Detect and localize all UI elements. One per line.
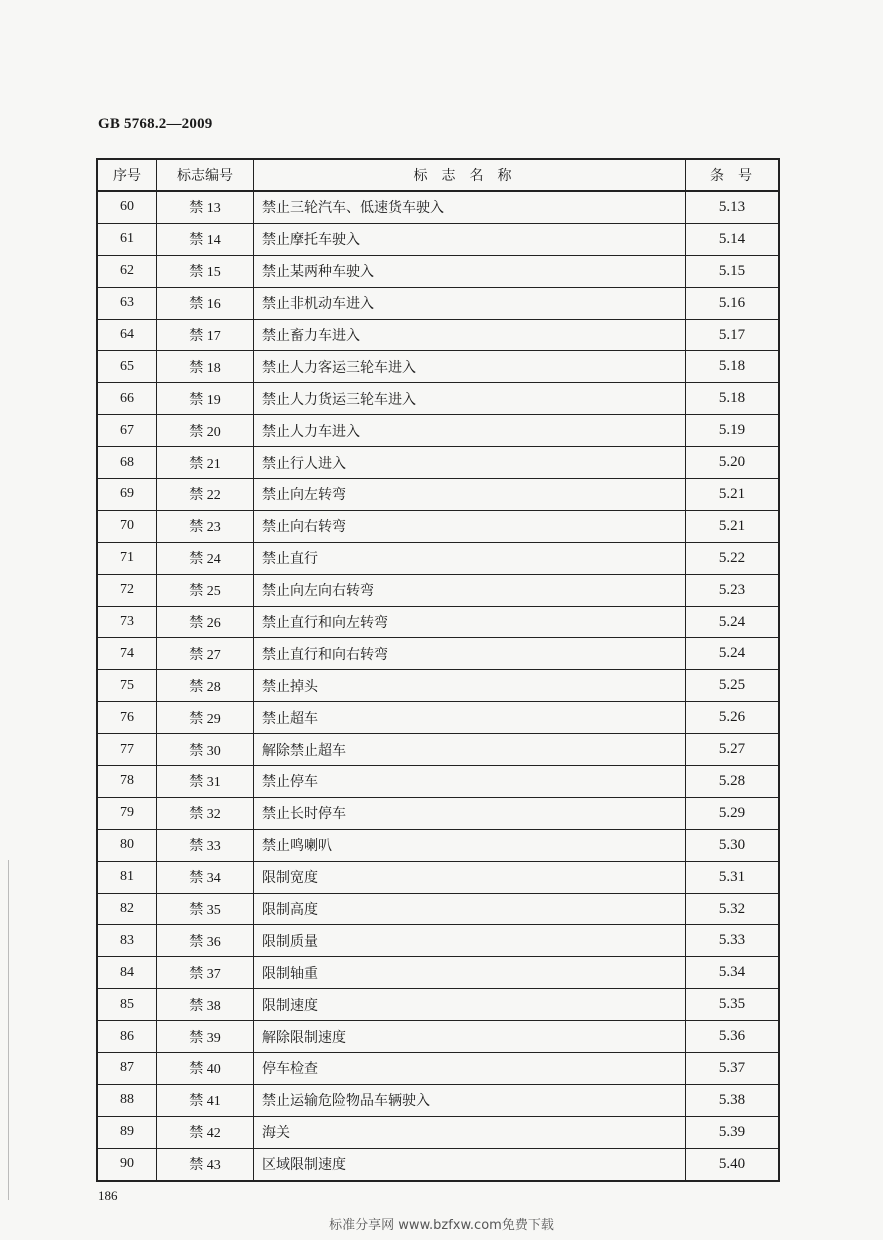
cell-name: 解除限制速度 xyxy=(254,1021,686,1053)
table-row xyxy=(97,957,779,989)
cell-name: 禁止长时停车 xyxy=(254,797,686,829)
table-row xyxy=(97,287,779,319)
cell-name: 禁止鸣喇叭 xyxy=(254,829,686,861)
cell-name: 禁止向左转弯 xyxy=(254,479,686,511)
cell-clause: 5.19 xyxy=(686,415,780,447)
cell-code: 禁 28 xyxy=(157,670,254,702)
cell-seq: 83 xyxy=(97,925,157,957)
cell-name: 禁止掉头 xyxy=(254,670,686,702)
page-number: 186 xyxy=(98,1188,118,1203)
cell-clause: 5.16 xyxy=(686,287,780,319)
cell-name: 禁止人力车进入 xyxy=(254,415,686,447)
table-header-row xyxy=(97,159,779,191)
cell-seq: 63 xyxy=(97,287,157,319)
table-row xyxy=(97,1053,779,1085)
cell-clause: 5.24 xyxy=(686,606,780,638)
cell-seq: 76 xyxy=(97,702,157,734)
cell-name: 限制轴重 xyxy=(254,957,686,989)
cell-clause: 5.37 xyxy=(686,1053,780,1085)
column-header-clause: 条号 xyxy=(686,159,780,191)
cell-seq: 71 xyxy=(97,542,157,574)
table-row xyxy=(97,638,779,670)
table-row xyxy=(97,415,779,447)
cell-clause: 5.21 xyxy=(686,479,780,511)
cell-seq: 88 xyxy=(97,1084,157,1116)
cell-code: 禁 19 xyxy=(157,383,254,415)
cell-name: 禁止直行 xyxy=(254,542,686,574)
cell-seq: 75 xyxy=(97,670,157,702)
table-row xyxy=(97,925,779,957)
cell-clause: 5.25 xyxy=(686,670,780,702)
cell-code: 禁 32 xyxy=(157,797,254,829)
table-row xyxy=(97,702,779,734)
table-row xyxy=(97,734,779,766)
cell-code: 禁 40 xyxy=(157,1053,254,1085)
column-header-seq: 序号 xyxy=(97,159,157,191)
cell-code: 禁 30 xyxy=(157,734,254,766)
table-row xyxy=(97,893,779,925)
cell-clause: 5.13 xyxy=(686,191,780,223)
cell-clause: 5.24 xyxy=(686,638,780,670)
cell-code: 禁 14 xyxy=(157,223,254,255)
table-row xyxy=(97,319,779,351)
cell-seq: 82 xyxy=(97,893,157,925)
cell-code: 禁 37 xyxy=(157,957,254,989)
cell-code: 禁 13 xyxy=(157,191,254,223)
cell-seq: 89 xyxy=(97,1116,157,1148)
cell-name: 禁止超车 xyxy=(254,702,686,734)
cell-seq: 64 xyxy=(97,319,157,351)
table-row xyxy=(97,191,779,223)
cell-seq: 69 xyxy=(97,479,157,511)
cell-clause: 5.40 xyxy=(686,1148,780,1180)
cell-clause: 5.18 xyxy=(686,383,780,415)
cell-code: 禁 18 xyxy=(157,351,254,383)
cell-code: 禁 23 xyxy=(157,510,254,542)
cell-clause: 5.27 xyxy=(686,734,780,766)
table-row xyxy=(97,861,779,893)
table-row xyxy=(97,1148,779,1180)
cell-seq: 70 xyxy=(97,510,157,542)
cell-code: 禁 25 xyxy=(157,574,254,606)
cell-name: 禁止直行和向左转弯 xyxy=(254,606,686,638)
cell-code: 禁 39 xyxy=(157,1021,254,1053)
cell-name: 禁止向左向右转弯 xyxy=(254,574,686,606)
cell-name: 区域限制速度 xyxy=(254,1148,686,1180)
cell-name: 禁止停车 xyxy=(254,766,686,798)
cell-clause: 5.14 xyxy=(686,223,780,255)
cell-clause: 5.22 xyxy=(686,542,780,574)
table-row xyxy=(97,829,779,861)
cell-seq: 78 xyxy=(97,766,157,798)
scan-edge-mark xyxy=(8,860,9,1200)
cell-clause: 5.18 xyxy=(686,351,780,383)
table-row xyxy=(97,797,779,829)
cell-clause: 5.34 xyxy=(686,957,780,989)
cell-code: 禁 22 xyxy=(157,479,254,511)
cell-clause: 5.21 xyxy=(686,510,780,542)
cell-seq: 90 xyxy=(97,1148,157,1180)
cell-name: 禁止行人进入 xyxy=(254,447,686,479)
cell-code: 禁 34 xyxy=(157,861,254,893)
cell-seq: 85 xyxy=(97,989,157,1021)
cell-code: 禁 27 xyxy=(157,638,254,670)
cell-clause: 5.30 xyxy=(686,829,780,861)
standard-header: GB 5768.2—2009 xyxy=(98,116,213,132)
cell-name: 禁止某两种车驶入 xyxy=(254,255,686,287)
cell-seq: 62 xyxy=(97,255,157,287)
cell-seq: 86 xyxy=(97,1021,157,1053)
table-body xyxy=(97,191,779,1181)
cell-code: 禁 26 xyxy=(157,606,254,638)
cell-name: 解除禁止超车 xyxy=(254,734,686,766)
cell-name: 禁止畜力车进入 xyxy=(254,319,686,351)
cell-clause: 5.32 xyxy=(686,893,780,925)
cell-seq: 74 xyxy=(97,638,157,670)
cell-clause: 5.39 xyxy=(686,1116,780,1148)
cell-code: 禁 38 xyxy=(157,989,254,1021)
cell-name: 停车检查 xyxy=(254,1053,686,1085)
cell-seq: 72 xyxy=(97,574,157,606)
cell-name: 限制宽度 xyxy=(254,861,686,893)
table-row xyxy=(97,1116,779,1148)
table-row xyxy=(97,223,779,255)
table-row xyxy=(97,542,779,574)
column-header-code: 标志编号 xyxy=(157,159,254,191)
cell-code: 禁 42 xyxy=(157,1116,254,1148)
watermark-text: 标准分享网 www.bzfxw.com免费下载 xyxy=(329,1218,554,1233)
cell-code: 禁 15 xyxy=(157,255,254,287)
cell-name: 限制高度 xyxy=(254,893,686,925)
signs-table xyxy=(96,158,780,1182)
table-row xyxy=(97,447,779,479)
cell-seq: 84 xyxy=(97,957,157,989)
cell-name: 禁止三轮汽车、低速货车驶入 xyxy=(254,191,686,223)
cell-seq: 65 xyxy=(97,351,157,383)
cell-code: 禁 21 xyxy=(157,447,254,479)
table-row xyxy=(97,510,779,542)
cell-clause: 5.35 xyxy=(686,989,780,1021)
table-row xyxy=(97,1084,779,1116)
cell-clause: 5.38 xyxy=(686,1084,780,1116)
cell-clause: 5.31 xyxy=(686,861,780,893)
cell-name: 禁止摩托车驶入 xyxy=(254,223,686,255)
table-row xyxy=(97,1021,779,1053)
cell-code: 禁 20 xyxy=(157,415,254,447)
cell-seq: 67 xyxy=(97,415,157,447)
cell-seq: 66 xyxy=(97,383,157,415)
column-header-name: 标志名称 xyxy=(254,159,686,191)
cell-clause: 5.36 xyxy=(686,1021,780,1053)
table-row xyxy=(97,989,779,1021)
cell-code: 禁 36 xyxy=(157,925,254,957)
cell-clause: 5.15 xyxy=(686,255,780,287)
cell-clause: 5.17 xyxy=(686,319,780,351)
cell-seq: 61 xyxy=(97,223,157,255)
table-row xyxy=(97,479,779,511)
cell-code: 禁 33 xyxy=(157,829,254,861)
cell-seq: 60 xyxy=(97,191,157,223)
table-row xyxy=(97,351,779,383)
cell-clause: 5.20 xyxy=(686,447,780,479)
cell-seq: 68 xyxy=(97,447,157,479)
cell-name: 限制速度 xyxy=(254,989,686,1021)
cell-name: 禁止直行和向右转弯 xyxy=(254,638,686,670)
cell-name: 禁止非机动车进入 xyxy=(254,287,686,319)
cell-code: 禁 43 xyxy=(157,1148,254,1180)
cell-seq: 77 xyxy=(97,734,157,766)
table-row xyxy=(97,606,779,638)
table-row xyxy=(97,574,779,606)
cell-name: 海关 xyxy=(254,1116,686,1148)
cell-seq: 80 xyxy=(97,829,157,861)
cell-name: 限制质量 xyxy=(254,925,686,957)
cell-seq: 81 xyxy=(97,861,157,893)
table-row xyxy=(97,383,779,415)
cell-code: 禁 24 xyxy=(157,542,254,574)
cell-clause: 5.26 xyxy=(686,702,780,734)
cell-name: 禁止人力客运三轮车进入 xyxy=(254,351,686,383)
cell-name: 禁止运输危险物品车辆驶入 xyxy=(254,1084,686,1116)
cell-clause: 5.23 xyxy=(686,574,780,606)
table-row xyxy=(97,255,779,287)
cell-code: 禁 35 xyxy=(157,893,254,925)
cell-seq: 79 xyxy=(97,797,157,829)
cell-name: 禁止人力货运三轮车进入 xyxy=(254,383,686,415)
cell-code: 禁 31 xyxy=(157,766,254,798)
cell-clause: 5.29 xyxy=(686,797,780,829)
cell-code: 禁 29 xyxy=(157,702,254,734)
cell-code: 禁 16 xyxy=(157,287,254,319)
table-row xyxy=(97,670,779,702)
cell-seq: 87 xyxy=(97,1053,157,1085)
table-row xyxy=(97,766,779,798)
cell-clause: 5.33 xyxy=(686,925,780,957)
cell-clause: 5.28 xyxy=(686,766,780,798)
cell-name: 禁止向右转弯 xyxy=(254,510,686,542)
cell-seq: 73 xyxy=(97,606,157,638)
cell-code: 禁 17 xyxy=(157,319,254,351)
cell-code: 禁 41 xyxy=(157,1084,254,1116)
